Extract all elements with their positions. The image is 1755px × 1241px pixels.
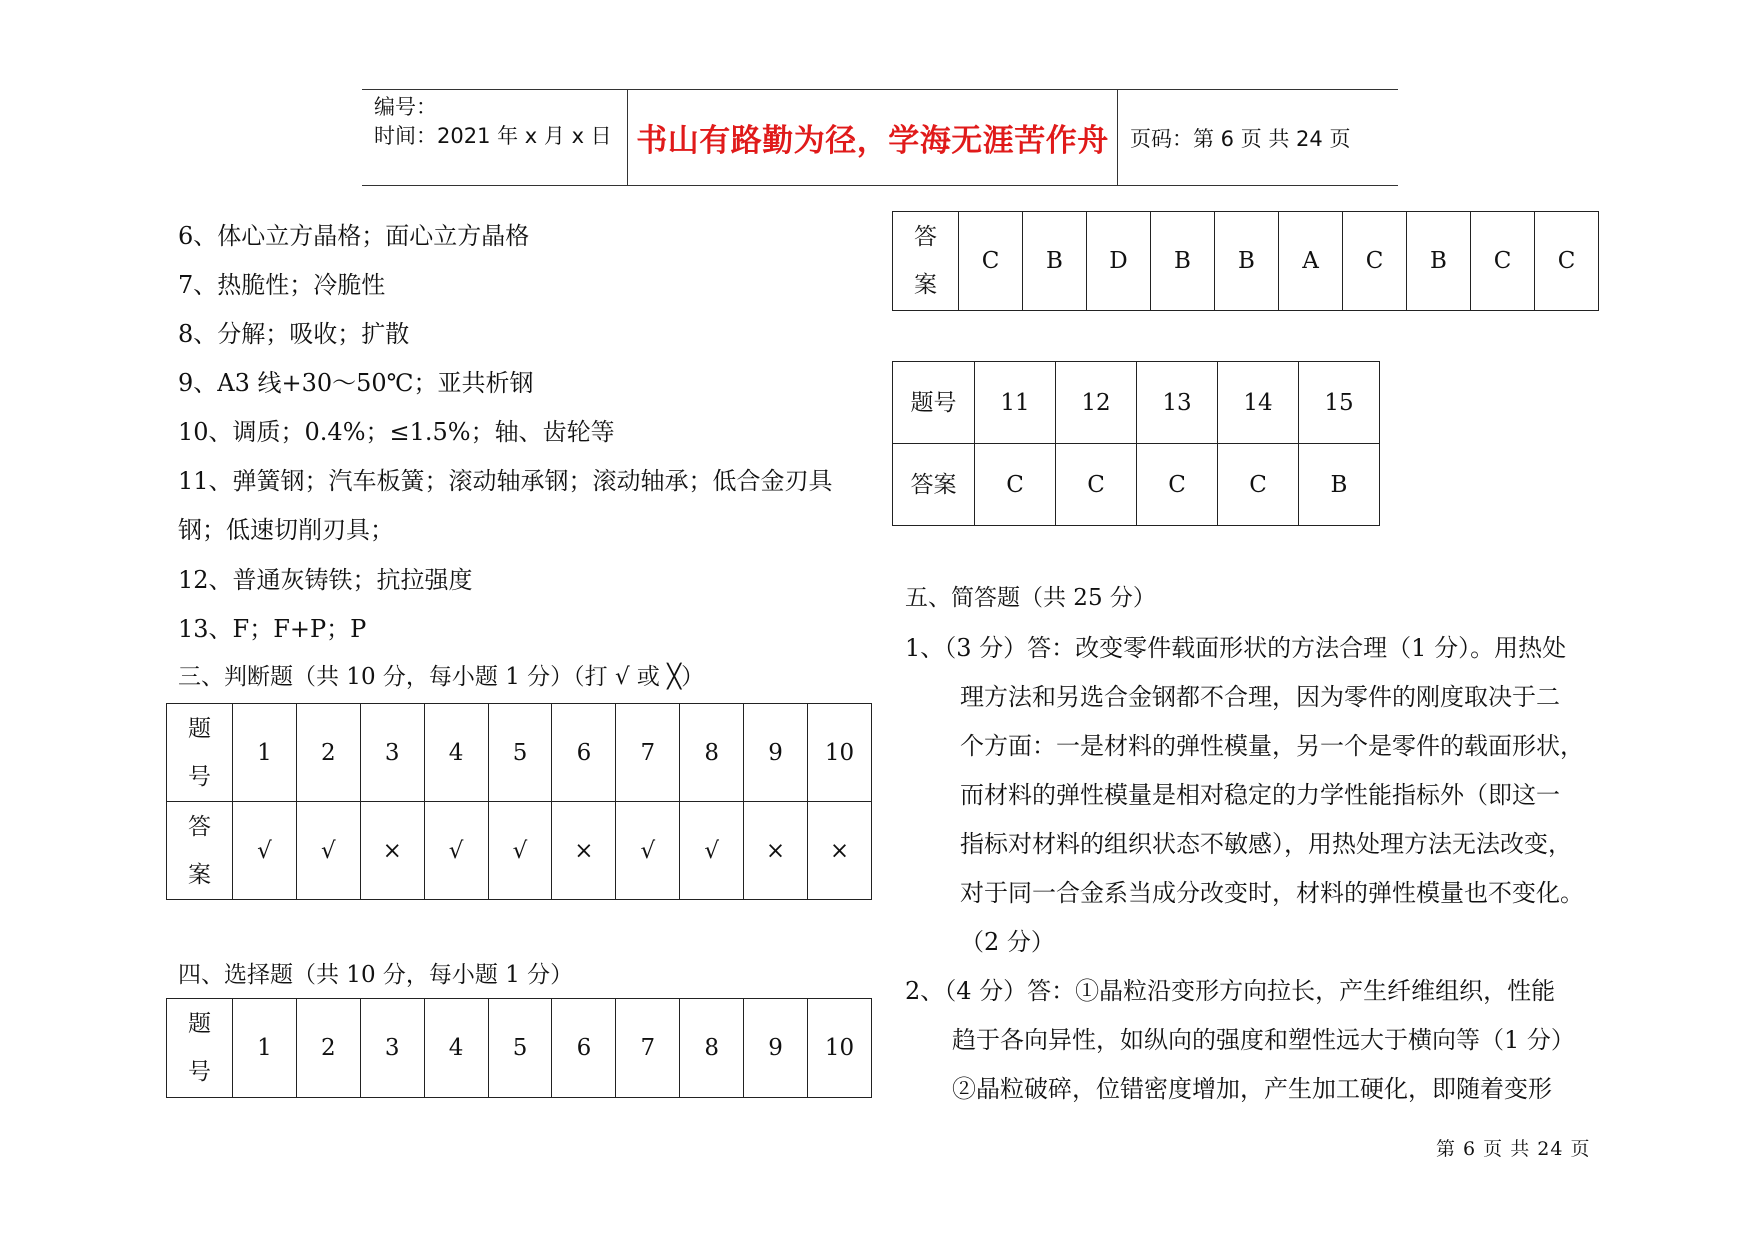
table-cell: B [1151, 212, 1215, 311]
page-header [362, 89, 1398, 186]
short-answer-title: 五、简答题（共 25 分） [905, 585, 1156, 611]
table-cell: 9 [744, 704, 808, 802]
header-meta [374, 90, 634, 185]
choice-table-2 [892, 361, 1380, 526]
table-cell: 4 [424, 704, 488, 802]
table-cell: × [808, 802, 872, 900]
table-cell: C [959, 212, 1023, 311]
answer-paragraph-line: （2 分） [960, 928, 1055, 956]
table-cell: 3 [360, 704, 424, 802]
table-cell: 7 [616, 999, 680, 1098]
answer-line: 13、F；F+P；P [178, 615, 367, 643]
table-cell: B [1023, 212, 1087, 311]
answer-line: 6、体心立方晶格；面心立方晶格 [178, 222, 530, 250]
table-cell: C [1343, 212, 1407, 311]
page-footer: 第 6 页 共 24 页 [1436, 1138, 1591, 1160]
table-row [893, 444, 1380, 526]
table-cell: 5 [488, 704, 552, 802]
table-cell: C [975, 444, 1056, 526]
choice-table-numbers [166, 998, 872, 1098]
table-cell: 1 [233, 704, 297, 802]
table-cell: 2 [296, 704, 360, 802]
table-cell: 13 [1137, 362, 1218, 444]
table-cell: C [1535, 212, 1599, 311]
row-header: 答 案 [893, 212, 959, 311]
answer-line: 10、调质；0.4%；≤1.5%；轴、齿轮等 [178, 418, 615, 446]
table-cell: × [552, 802, 616, 900]
header-motto: 书山有路勤为径，学海无涯苦作舟 [636, 123, 1109, 159]
answer-paragraph-line: 个方面：一是材料的弹性模量，另一个是零件的载面形状， [960, 732, 1584, 760]
header-page-info: 页码：第 6 页 共 24 页 [1130, 126, 1351, 151]
table-cell: 10 [808, 704, 872, 802]
answer-paragraph-line: ②晶粒破碎，位错密度增加，产生加工硬化，即随着变形 [952, 1075, 1552, 1103]
row-header: 题 号 [167, 999, 233, 1098]
number-label: 编号： [374, 95, 437, 119]
answer-paragraph-line: 指标对材料的组织状态不敏感），用热处理方法无法改变， [960, 830, 1572, 858]
header-divider [1117, 90, 1118, 185]
table-cell: C [1471, 212, 1535, 311]
table-row [167, 704, 872, 802]
table-cell: 6 [552, 704, 616, 802]
answer-line: 8、分解；吸收；扩散 [178, 320, 410, 348]
table-cell: D [1087, 212, 1151, 311]
table-cell: B [1215, 212, 1279, 311]
answer-paragraph-line: 趋于各向异性，如纵向的强度和塑性远大于横向等（1 分） [952, 1026, 1575, 1054]
table-cell: 9 [744, 999, 808, 1098]
choice-table-answers [892, 211, 1599, 311]
table-cell: B [1299, 444, 1380, 526]
table-cell: √ [488, 802, 552, 900]
table-cell: √ [424, 802, 488, 900]
answer-line: 12、普通灰铸铁；抗拉强度 [178, 566, 473, 594]
answer-paragraph-line: 对于同一合金系当成分改变时，材料的弹性模量也不变化。 [960, 879, 1584, 907]
choice-title: 四、选择题（共 10 分，每小题 1 分） [178, 962, 574, 988]
answer-line: 钢；低速切削刃具； [178, 516, 394, 544]
table-cell: × [360, 802, 424, 900]
table-cell: √ [616, 802, 680, 900]
table-cell: 2 [296, 999, 360, 1098]
judgment-table [166, 703, 872, 900]
row-header: 答 案 [167, 802, 233, 900]
table-cell: 1 [233, 999, 297, 1098]
table-cell: 5 [488, 999, 552, 1098]
answer-paragraph-line: 理方法和另选合金钢都不合理，因为零件的刚度取决于二 [960, 683, 1560, 711]
table-cell: B [1407, 212, 1471, 311]
row-header: 答案 [893, 444, 975, 526]
table-cell: √ [296, 802, 360, 900]
table-row [893, 212, 1599, 311]
table-cell: 8 [680, 999, 744, 1098]
table-cell: 3 [360, 999, 424, 1098]
table-cell: A [1279, 212, 1343, 311]
table-cell: C [1056, 444, 1137, 526]
answer-line: 9、A3 线+30～50℃；亚共析钢 [178, 369, 534, 397]
row-header: 题 号 [167, 704, 233, 802]
table-cell: 6 [552, 999, 616, 1098]
answer-paragraph-line: 1、（3 分）答：改变零件载面形状的方法合理（1 分）。用热处 [905, 634, 1567, 662]
table-cell: 12 [1056, 362, 1137, 444]
answer-paragraph-line: 而材料的弹性模量是相对稳定的力学性能指标外（即这一 [960, 781, 1560, 809]
answer-line: 7、热脆性；冷脆性 [178, 271, 386, 299]
answer-line: 11、弹簧钢；汽车板簧；滚动轴承钢；滚动轴承；低合金刃具 [178, 467, 833, 495]
table-cell: √ [233, 802, 297, 900]
row-header: 题号 [893, 362, 975, 444]
table-cell: C [1137, 444, 1218, 526]
table-cell: 15 [1299, 362, 1380, 444]
table-cell: × [744, 802, 808, 900]
answer-paragraph-line: 2、（4 分）答：①晶粒沿变形方向拉长，产生纤维组织，性能 [905, 977, 1556, 1005]
table-row [167, 802, 872, 900]
table-cell: 7 [616, 704, 680, 802]
table-row [167, 999, 872, 1098]
time-label: 时间：2021 年 x 月 x 日 [374, 124, 612, 148]
table-cell: 10 [808, 999, 872, 1098]
table-cell: 8 [680, 704, 744, 802]
table-cell: √ [680, 802, 744, 900]
table-cell: 11 [975, 362, 1056, 444]
table-cell: 14 [1218, 362, 1299, 444]
table-row [893, 362, 1380, 444]
judgment-title: 三、判断题（共 10 分，每小题 1 分）（打 √ 或 ╳） [178, 664, 705, 690]
table-cell: C [1218, 444, 1299, 526]
table-cell: 4 [424, 999, 488, 1098]
